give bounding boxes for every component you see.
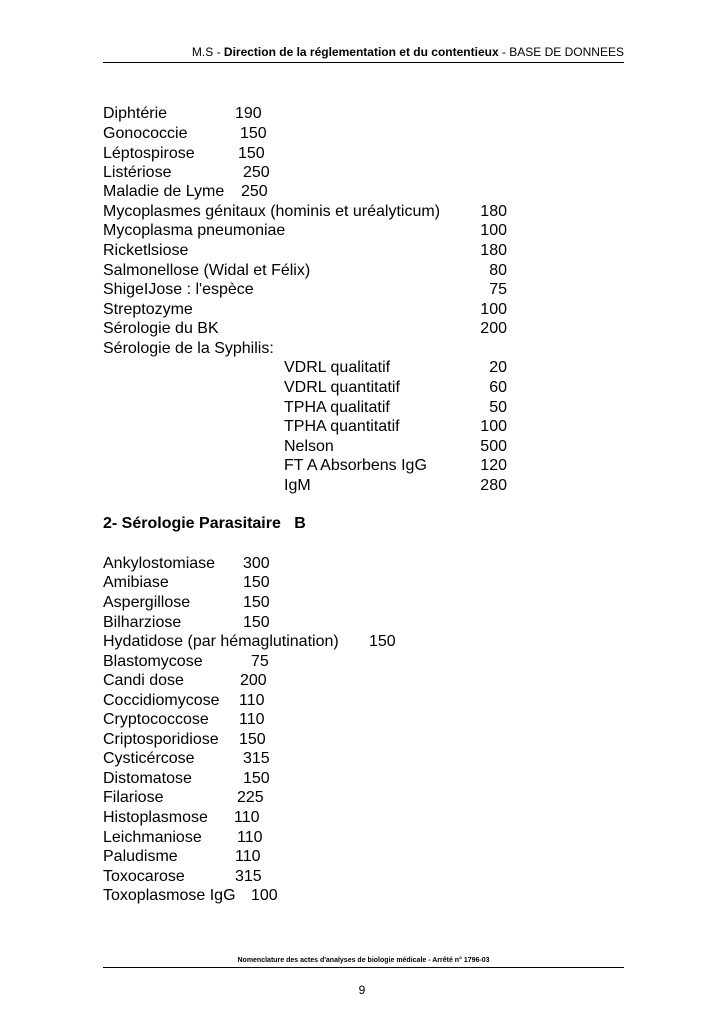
header-prefix: M.S - xyxy=(191,45,224,59)
page-header xyxy=(103,44,624,63)
section-heading: 2- Sérologie Parasitaire B xyxy=(103,515,306,532)
document-page: M.S - Direction de la réglementation et du contentieux - BASE DE DONNEES Diphtérie 190 Gonococcie 150 Léptospirose 150 Listériose 250 Maladie de Lyme 250 Mycoplasmes génitaux (hominis et uréalyticum) 180 Mycoplasma pneumoniae 100 Ricketlsiose 180 Salmonellose (Widal et Félix) 80 ShigeIJose : l'espèce 75 Streptozyme 100 Sérologie du BK 200 Sérologie de la Syphilis: VDRL qualitatif 20 VDRL quantitatif 60 TPHA qualitatif 50 TPHA quantitatif 100 Nelson 500 FT A Absorbens IgG 120 IgM 280 2- Sérologie Parasitaire B Ankylostomiase 300 Amibiase 150 Aspergillose 150 Bilharziose 150 Hydatidose (par hémaglutination) 150 Blastomycose 75 Candi dose 200 Coccidiomycose 110 Cryptococcose 110 Criptosporidiose 150 Cysticércose 315 Distomatose 150 Filariose 225 Histoplasmose 110 Leichmaniose 110 Paludisme 110 Toxocarose 315 Toxoplasmose IgG 100 Nomenclature des actes d'analyses de biologie médicale - Arrêté n° 1796-03 9 xyxy=(0,0,724,1024)
header-title: Direction de la réglementation et du contentieux xyxy=(223,45,499,59)
header-suffix: - BASE DE DONNEES xyxy=(498,45,624,59)
page-number: 9 xyxy=(358,983,366,997)
page-footer: Nomenclature des actes d'analyses de biologie médicale - Arrêté n° 1796-03 xyxy=(103,957,624,968)
